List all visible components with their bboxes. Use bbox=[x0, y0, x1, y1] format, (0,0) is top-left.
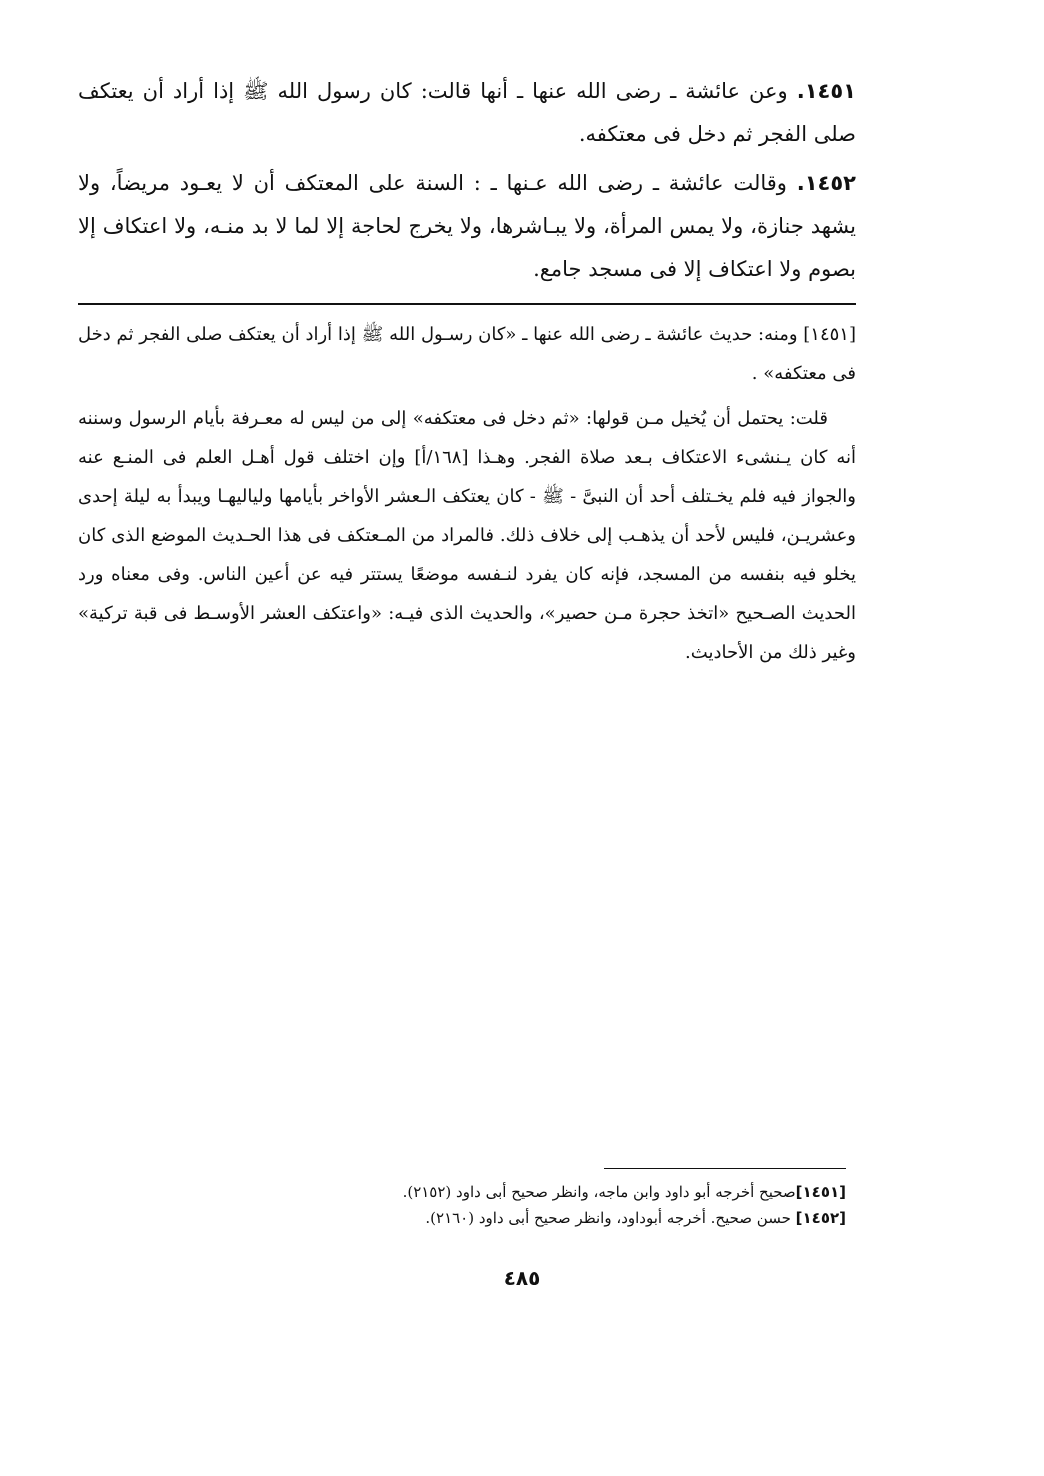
hadith-text: وقالت عائشة ـ رضى الله عـنها ـ : السنة على المعتكف أن لا يعـود مريضاً، ولا يشهد جنازة، ولا يمس المرأة، ولا يبـاشرها، ولا يخرج لحاجة إلا لما لا بد منـه، ولا اعتكاف إلا بصوم ولا اعتكاف إلا فى مسجد جامع. bbox=[78, 171, 856, 281]
footnote-text: حسن صحيح. أخرجه أبوداود، وانظر صحيح أبى داود (٢١٦٠). bbox=[425, 1209, 791, 1227]
commentary-paragraph-2: قلت: يحتمل أن يُخيل مـن قولها: «ثم دخل فى معتكفه» إلى من ليس له معـرفة بأيام الرسول وسننه أنه كان يـنشىء الاعتكاف بـعد صلاة الفجر. وهـذا [١٦٨/أ] وإن اختلف قول أهـل العلم فى المنـع عنه والجواز فيه فلم يخـتلف أحد أن النبىَّ - ﷺ - كان يعتكف الـعشر الأواخر بأيامها ولياليهـا ويبدأ به ليلة إحدى وعشريـن، فليس لأحد أن يذهـب إلى خلاف ذلك. فالمراد من المـعتكف فى هذا الحـديث الموضع الذى كان يخلو فيه بنفسه من المسجد، فإنه كان يفرد لنـفسه موضعًا يستتر فيه عن أعين الناس. وفى معناه ورد الحديث الصـحيح «اتخذ حجرة مـن حصير»، والحديث الذى فيـه: «واعتكف العشر الأوسـط فى قبة تركية» وغير ذلك من الأحاديث. bbox=[78, 408, 856, 663]
page-body bbox=[78, 70, 856, 672]
hadith-1452 bbox=[78, 162, 856, 291]
footnote-number: [١٤٥٢] bbox=[795, 1209, 846, 1227]
commentary-paragraph-1: [١٤٥١] ومنه: حديث عائشة ـ رضى الله عنها ـ «كان رسـول الله ﷺ إذا أراد أن يعتكف صلى الفجر ثم دخل فى معتكفه» . bbox=[78, 324, 856, 384]
section-divider bbox=[78, 303, 856, 305]
hadith-1451 bbox=[78, 70, 856, 156]
footnote-1452 bbox=[196, 1205, 846, 1231]
hadith-number: ١٤٥٢. bbox=[796, 171, 856, 195]
hadith-text: وعن عائشة ـ رضى الله عنها ـ أنها قالت: كان رسول الله ﷺ إذا أراد أن يعتكف صلى الفجر ثم دخل فى معتكفه. bbox=[78, 79, 856, 146]
page-number: ٤٨٥ bbox=[503, 1266, 541, 1290]
footnote-1451 bbox=[196, 1179, 846, 1205]
hadith-number: ١٤٥١. bbox=[796, 79, 856, 103]
footnote-text: صحيح أخرجه أبو داود وابن ماجه، وانظر صحيح أبى داود (٢١٥٢). bbox=[402, 1183, 796, 1201]
footnotes bbox=[196, 1168, 846, 1231]
footnote-number: [١٤٥١] bbox=[795, 1183, 846, 1201]
footnote-divider bbox=[604, 1168, 846, 1169]
